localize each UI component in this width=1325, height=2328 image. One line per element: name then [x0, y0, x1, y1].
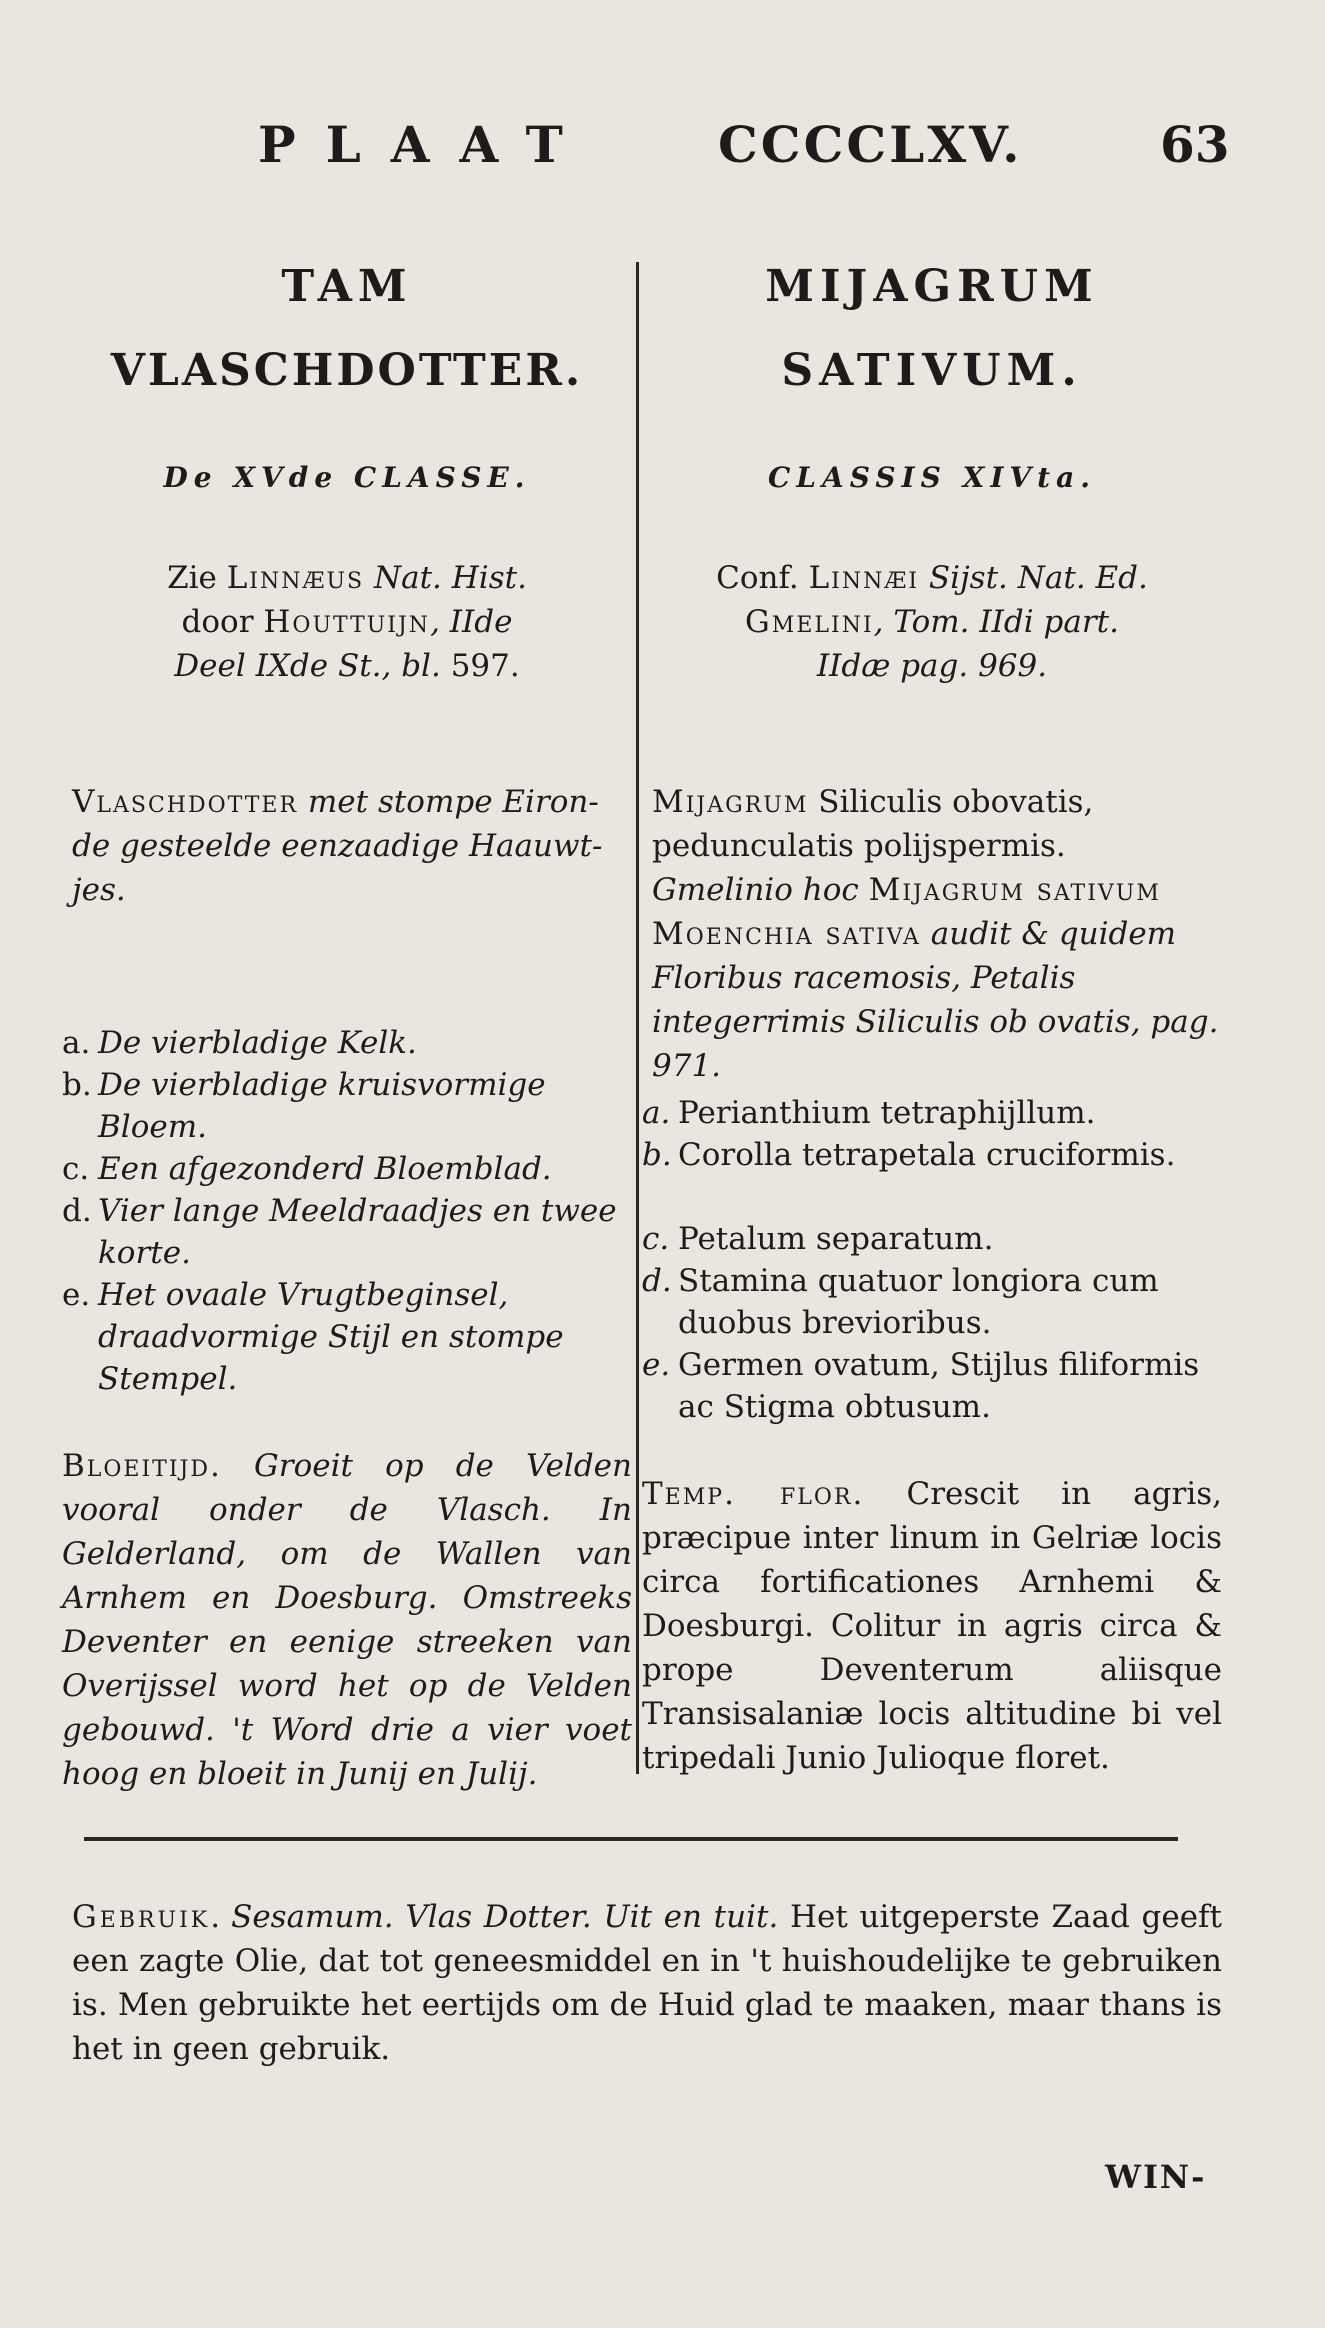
- legend-item: [642, 1092, 1222, 1134]
- dutch-figure-legend: [62, 1022, 632, 1400]
- legend-text: Perianthium tetraphijllum.: [678, 1095, 1096, 1131]
- latin-title-line-2: SATIVUM.: [781, 345, 1083, 396]
- ref-conf: Conf.: [716, 560, 809, 596]
- temp-flor-text: Crescit in agris, præcipue inter linum in Gelriæ locis circa fortificationes Arnhemi & Doesburgi. Colitur in agris circa & prope Deventerum aliisque Transisalaniæ locis altitudine bi vel tripedali Junio Julioque floret.: [642, 1476, 1223, 1776]
- legend-text: Corolla tetrapetala cruciformis.: [678, 1137, 1176, 1173]
- legend-letter: a.: [62, 1025, 91, 1061]
- dutch-desc-text-1: met stompe Eiron-: [298, 784, 599, 820]
- ref-page: 597.: [450, 648, 520, 684]
- ref-linnaei: Linnæi: [808, 560, 920, 596]
- legend-letter: e.: [642, 1347, 671, 1383]
- gebruik-italic: Sesamum. Vlas Dotter. Uit en tuit.: [231, 1899, 779, 1935]
- latin-flowering-section: [642, 1472, 1222, 1780]
- ref-gmelini: Gmelini: [745, 604, 874, 640]
- header-plaat: PLAAT: [258, 115, 593, 174]
- temp-flor-label: Temp. flor.: [642, 1476, 865, 1512]
- catchword: WIN-: [1105, 2158, 1207, 2196]
- latin-figure-legend: [642, 1092, 1222, 1428]
- dutch-species-name: Vlaschdotter: [72, 784, 299, 820]
- column-divider: [636, 262, 639, 1774]
- latin-column: [642, 245, 1222, 1780]
- legend-text: Germen ovatum, Stijlus filiformis ac Stigma obtusum.: [678, 1347, 1200, 1425]
- legend-item: [62, 1022, 632, 1064]
- legend-letter: c.: [62, 1151, 90, 1187]
- legend-text: De vierbladige Kelk.: [98, 1025, 417, 1061]
- dutch-description: [62, 780, 632, 912]
- ref-houttuijn: Houttuijn: [263, 604, 431, 640]
- ref-sijst: Sijst. Nat. Ed.: [919, 560, 1148, 596]
- legend-text: Vier lange Meeldraadjes en twee korte.: [98, 1193, 617, 1271]
- bloeitijd-text: Groeit op de Velden vooral onder de Vlasch. In Gelderland, om de Wallen van Arnhem en Doesburg. Omstreeks Deventer en eenige streeken van Overijssel word het op de Velden gebouwd. 't Word drie a vier voet hoog en bloeit in Junij en Julij.: [62, 1448, 632, 1792]
- legend-letter: b.: [642, 1137, 672, 1173]
- legend-letter: a.: [642, 1095, 671, 1131]
- ref-tom: , Tom. IIdi part.: [873, 604, 1119, 640]
- latin-title-line-1: MIJAGRUM: [765, 261, 1099, 312]
- usage-paragraph: [72, 1895, 1222, 2071]
- ref-nat-hist: Nat. Hist.: [364, 560, 527, 596]
- latin-description: [642, 780, 1222, 1088]
- legend-text: Stamina quatuor longiora cum duobus brevioribus.: [678, 1263, 1159, 1341]
- legend-item: [62, 1274, 632, 1400]
- legend-text: Het ovaale Vrugtbeginsel, draadvormige Stijl en stompe Stempel.: [98, 1277, 564, 1397]
- dutch-title-line-2: VLASCHDOTTER.: [110, 345, 584, 396]
- gebruik-label: Gebruik.: [72, 1899, 224, 1935]
- dutch-reference: [62, 556, 632, 688]
- dutch-desc-text-2: de gesteelde eenzaadige Haauwt-: [72, 828, 603, 864]
- legend-item: [62, 1064, 632, 1148]
- dutch-class-heading: De XVde CLASSE.: [163, 461, 531, 494]
- latin-synonym: Mijagrum sativum Moenchia sativa: [652, 872, 1161, 952]
- horizontal-rule: [84, 1837, 1178, 1841]
- legend-item: [642, 1260, 1222, 1344]
- running-header: [0, 115, 1325, 195]
- gebruik-text: Het uitgeperste Zaad geeft een zagte Olie, dat tot geneesmiddel en in 't huishoudelijke te gebruiken is. Men gebruikte het eertijds om de Huid glad te maaken, maar thans is het in geen gebruik.: [72, 1899, 1222, 2067]
- ref-linnaeus: Linnæus: [226, 560, 365, 596]
- legend-item: [62, 1190, 632, 1274]
- ref-zie: Zie: [167, 560, 227, 596]
- dutch-flowering-section: [62, 1444, 632, 1796]
- legend-letter: c.: [642, 1221, 670, 1257]
- legend-item: [642, 1344, 1222, 1428]
- ref-ilde: , IIde: [430, 604, 513, 640]
- legend-item: [642, 1134, 1222, 1176]
- ref-deel: Deel IXde St., bl.: [174, 648, 451, 684]
- ref-pag: IIdæ pag. 969.: [816, 648, 1048, 684]
- dutch-title-line-1: TAM: [281, 261, 413, 312]
- legend-letter: d.: [62, 1193, 92, 1229]
- dutch-column: [62, 245, 632, 1796]
- bloeitijd-label: Bloeitijd.: [62, 1448, 222, 1484]
- legend-letter: e.: [62, 1277, 91, 1313]
- latin-desc-text-3: audit & quidem Floribus racemosis, Petalis integerrimis Siliculis ob ovatis, pag. 971.: [652, 916, 1219, 1084]
- legend-text: De vierbladige kruisvormige Bloem.: [98, 1067, 546, 1145]
- legend-item: [642, 1218, 1222, 1260]
- latin-desc-text-2: Gmelinio hoc: [652, 872, 869, 908]
- latin-class-heading: CLASSIS XIVta.: [768, 461, 1096, 494]
- dutch-desc-text-3: jes.: [72, 872, 126, 908]
- legend-text: Petalum separatum.: [678, 1221, 994, 1257]
- ref-door: door: [181, 604, 264, 640]
- latin-species-name: Mijagrum: [652, 784, 809, 820]
- header-plate-number: CCCCLXV.: [718, 115, 1023, 174]
- latin-reference: [642, 556, 1222, 688]
- legend-letter: b.: [62, 1067, 92, 1103]
- page-number: 63: [1160, 115, 1230, 174]
- legend-text: Een afgezonderd Bloemblad.: [98, 1151, 552, 1187]
- legend-letter: d.: [642, 1263, 672, 1299]
- legend-item: [62, 1148, 632, 1190]
- latin-desc-text-1: Siliculis obovatis, pedunculatis polijspermis.: [652, 784, 1094, 864]
